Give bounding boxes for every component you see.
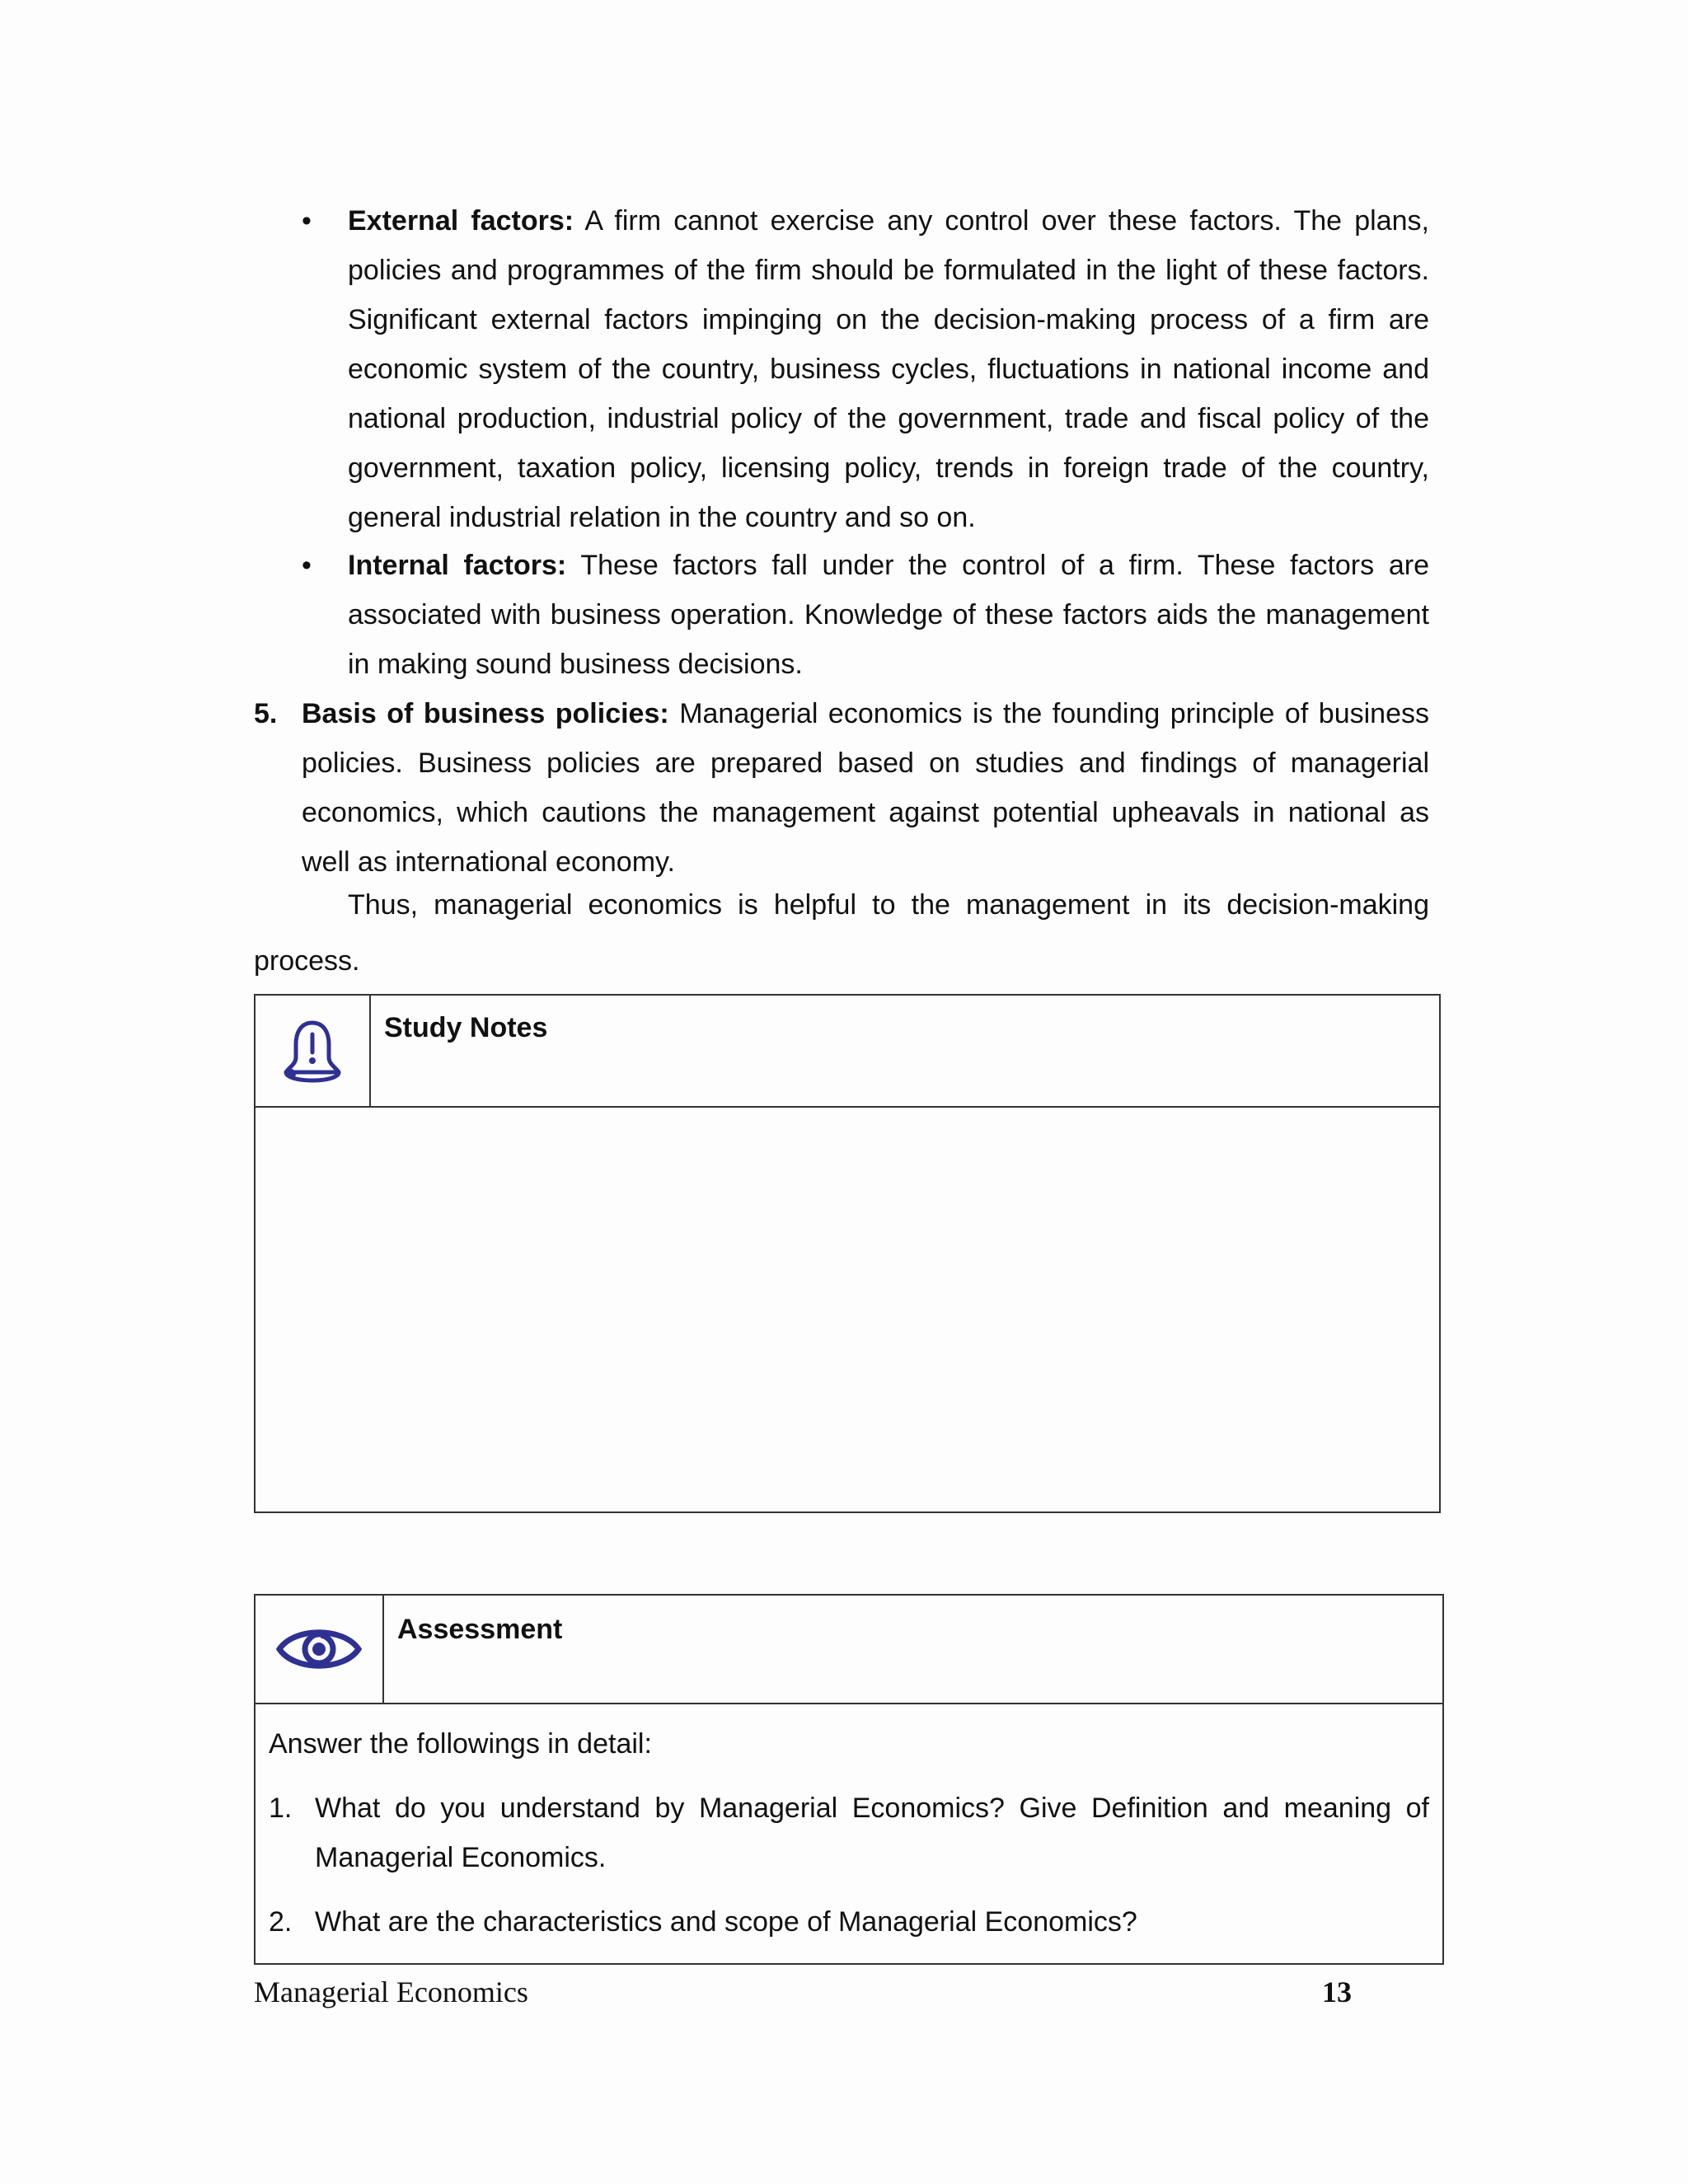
bullet-marker: •: [302, 550, 312, 581]
external-factors-term: External factors:: [348, 205, 574, 237]
external-factors-text: A firm cannot exercise any control over these factors. The plans, policies and programmes of the firm should be formulated in the light of these factors. Significant external factors impinging on the decision-making process of a firm are economic system of the country, business cycles, fluctuations in national income and national production, industrial policy of the government, trade and fiscal policy of the government, taxation policy, licensing policy, trends in foreign trade of the country, general industrial relation in the country and so on.: [348, 205, 1429, 533]
page-number: 13: [1322, 1975, 1352, 2008]
footer-title: Managerial Economics: [254, 1975, 528, 2008]
bell-alert-icon: [278, 1016, 347, 1085]
business-policies-text: Managerial economics is the founding principle of business policies. Business policies are prepared based on studies and findings of managerial economics, which cautions the management against potential upheavals in national as well as international economy.: [302, 698, 1429, 878]
assessment-intro: Answer the followings in detail:: [269, 1728, 652, 1760]
assessment-box: [254, 1594, 1444, 1965]
internal-factors-term: Internal factors:: [348, 550, 567, 581]
internal-factors-text: These factors fall under the control of a firm. These factors are associated with business operation. Knowledge of these factors aids the management in making sound business decisions.: [348, 550, 1429, 680]
question-text: What are the characteristics and scope of Managerial Economics?: [315, 1906, 1137, 1938]
list-number: 5.: [254, 698, 278, 729]
internal-factors-paragraph: [348, 541, 1429, 689]
question-text: What do you understand by Managerial Economics? Give Definition and meaning of Managerial Economics.: [315, 1793, 1429, 1873]
business-policies-paragraph: [302, 689, 1429, 887]
question-number: 1.: [269, 1793, 293, 1824]
study-notes-box: [254, 994, 1441, 1513]
business-policies-term: Basis of business policies:: [302, 698, 669, 729]
study-notes-icon-cell: [256, 996, 371, 1106]
assessment-icon-cell: [256, 1596, 384, 1703]
bullet-marker: •: [302, 205, 312, 237]
external-factors-paragraph: [348, 196, 1429, 542]
study-notes-header: [256, 996, 1439, 1108]
assessment-title: Assessment: [397, 1614, 563, 1645]
conclusion-paragraph: Thus, managerial economics is helpful to the management in its decision-making process.: [254, 889, 1429, 977]
question-number: 2.: [269, 1906, 293, 1938]
eye-icon: [276, 1620, 362, 1678]
assessment-header: [256, 1596, 1442, 1704]
study-notes-title: Study Notes: [384, 1012, 548, 1043]
